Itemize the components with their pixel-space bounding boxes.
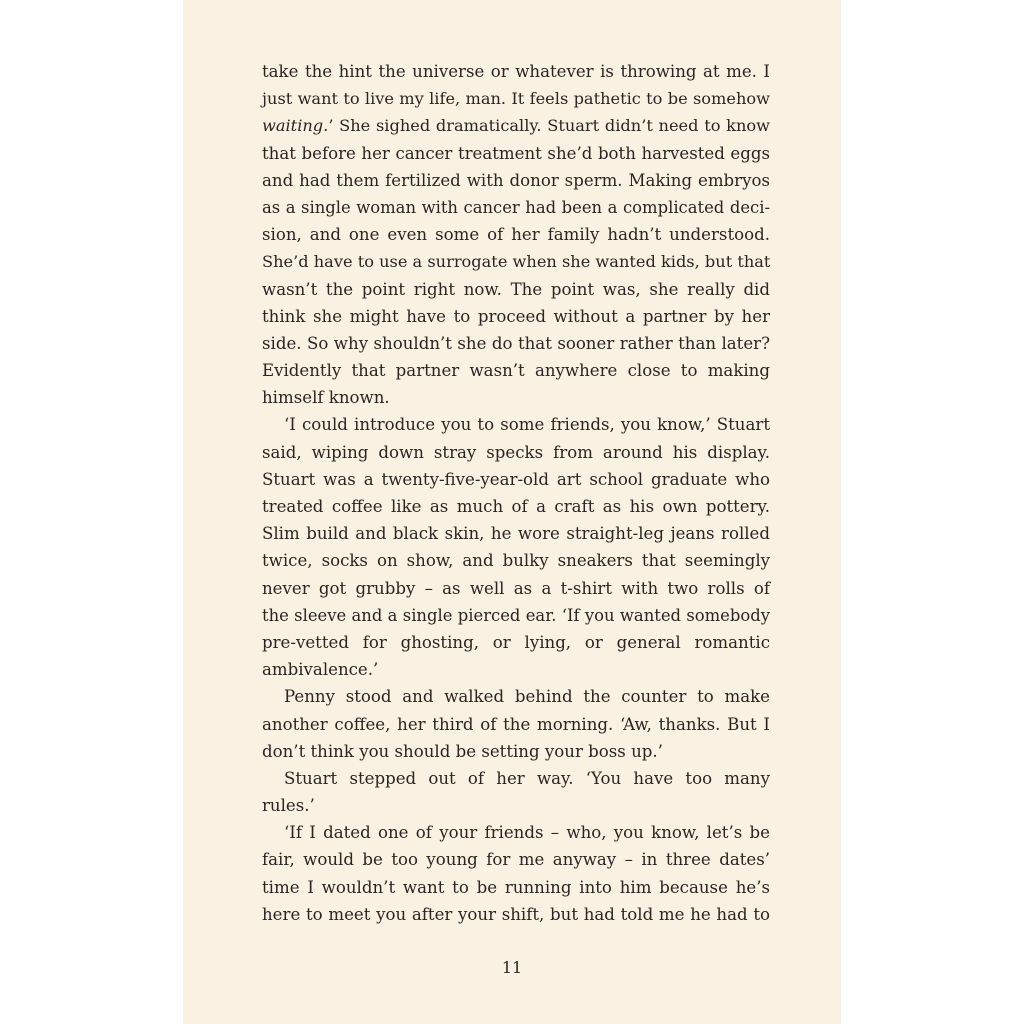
text-line: She’d have to use a surrogate when she wanted kids, but that bbox=[262, 252, 771, 272]
text-line: ‘If I dated one of your friends – who, you know, let’s be bbox=[284, 823, 770, 843]
text-line: time I wouldn’t want to be running into him because he’s bbox=[262, 877, 770, 897]
text-line: take the hint the universe or whatever is throwing at me. I bbox=[262, 62, 770, 81]
italic-text: waiting. bbox=[262, 116, 329, 136]
text-line: ambivalence.’ bbox=[262, 660, 379, 680]
text-line: Slim build and black skin, he wore straight-leg jeans rolled bbox=[262, 524, 770, 544]
text-line: rules.’ bbox=[262, 796, 315, 816]
text-line: never got grubby – as well as a t-shirt with two rolls of bbox=[262, 578, 770, 598]
text-line: think she might have to proceed without a partner by her bbox=[262, 306, 770, 326]
text-line: the sleeve and a single pierced ear. ‘If you wanted somebody bbox=[262, 605, 770, 625]
text-line: don’t think you should be setting your boss up.’ bbox=[262, 741, 663, 761]
text-line: himself known. bbox=[262, 388, 390, 408]
text-line: Stuart stepped out of her way. ‘You have too many bbox=[284, 768, 770, 788]
text-line: said, wiping down stray specks from around his display. bbox=[262, 442, 770, 462]
text-line: Penny stood and walked behind the counter to make bbox=[284, 687, 770, 707]
page-number: 11 bbox=[501, 958, 523, 977]
text-line: treated coffee like as much of a craft as his own pottery. bbox=[262, 497, 770, 516]
body-text bbox=[262, 58, 770, 928]
text-line: just want to live my life, man. It feels pathetic to be somehow bbox=[262, 89, 770, 109]
text-line: wasn’t the point right now. The point was, she really did bbox=[262, 279, 770, 299]
text-line: Evidently that partner wasn’t anywhere close to making bbox=[262, 361, 770, 381]
text-line: and had them fertilized with donor sperm. Making embryos bbox=[262, 170, 770, 190]
text-line: that before her cancer treatment she’d both harvested eggs bbox=[262, 143, 770, 163]
text-line: sion, and one even some of her family hadn’t understood. bbox=[262, 225, 770, 245]
text-line: Stuart was a twenty-five-year-old art school graduate who bbox=[262, 469, 770, 489]
text-line: pre-vetted for ghosting, or lying, or general romantic bbox=[262, 632, 770, 652]
book-page bbox=[183, 0, 841, 1024]
text-line: waiting.’ She sighed dramatically. Stuart didn’t need to know bbox=[262, 116, 770, 136]
text-line: as a single woman with cancer had been a complicated deci- bbox=[262, 197, 770, 217]
text-line: side. So why shouldn’t she do that sooner rather than later? bbox=[262, 333, 770, 353]
text-line: fair, would be too young for me anyway – in three dates’ bbox=[262, 850, 770, 870]
text-line: another coffee, her third of the morning. ‘Aw, thanks. But I bbox=[262, 714, 770, 734]
text-line: twice, socks on show, and bulky sneakers that seemingly bbox=[262, 551, 770, 571]
text-line: ‘I could introduce you to some friends, you know,’ Stuart bbox=[284, 415, 770, 435]
text-line: here to meet you after your shift, but had told me he had to bbox=[262, 904, 770, 924]
